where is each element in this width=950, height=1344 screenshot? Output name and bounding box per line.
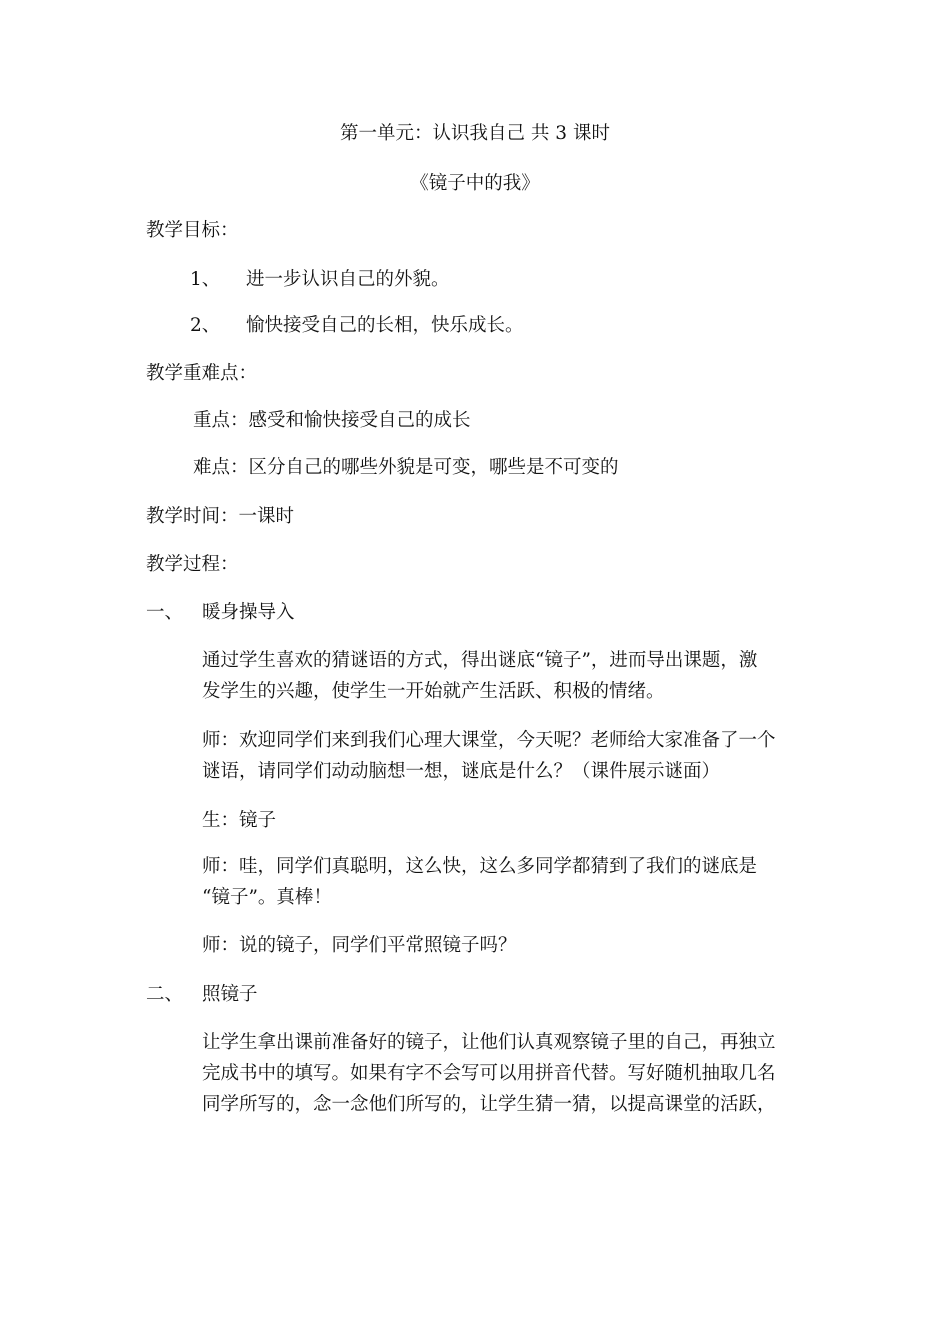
objective-number: 1、: [190, 269, 221, 290]
teacher-line: 师：说的镜子，同学们平常照镜子吗？: [202, 935, 517, 956]
section-title: 照镜子: [202, 984, 258, 1005]
paragraph-line: 谜语，请同学们动动脑想一想，谜底是什么？（课件展示谜面）: [202, 761, 721, 782]
unit-title: 第一单元：认识我自己 共 3 课时: [340, 123, 610, 144]
paragraph: [202, 1027, 802, 1120]
paragraph-line: 完成书中的填写。如果有字不会写可以用拼音代替。写好随机抽取几名: [202, 1063, 776, 1084]
section-title: 暖身操导入: [202, 602, 295, 623]
paragraph: [202, 851, 802, 913]
objective-item: 愉快接受自己的长相，快乐成长。: [246, 315, 524, 336]
section-number: 二、: [146, 984, 184, 1005]
paragraph-line: 师：哇，同学们真聪明，这么快，这么多同学都猜到了我们的谜底是: [202, 856, 758, 877]
objective-item: 进一步认识自己的外貌。: [246, 269, 450, 290]
difficulty-point: 难点：区分自己的哪些外貌是可变，哪些是不可变的: [193, 457, 619, 478]
teaching-time: 教学时间：一课时: [146, 506, 295, 527]
paragraph: [202, 645, 802, 707]
objective-number: 2、: [190, 315, 221, 336]
key-points-heading: 教学重难点：: [146, 363, 258, 384]
paragraph: [202, 725, 802, 787]
lesson-title: 《镜子中的我》: [410, 173, 540, 194]
section-number: 一、: [146, 602, 184, 623]
focus-point: 重点：感受和愉快接受自己的成长: [193, 410, 471, 431]
paragraph-line: 让学生拿出课前准备好的镜子，让他们认真观察镜子里的自己，再独立: [202, 1032, 776, 1053]
paragraph-line: “镜子”。真棒！: [202, 887, 332, 908]
student-reply: 生：镜子: [202, 810, 277, 831]
paragraph-line: 通过学生喜欢的猜谜语的方式，得出谜底“镜子”，进而导出课题，激: [202, 650, 758, 671]
objectives-heading: 教学目标：: [146, 220, 239, 241]
paragraph-line: 发学生的兴趣，使学生一开始就产生活跃、积极的情绪。: [202, 681, 665, 702]
paragraph-line: 同学所写的，念一念他们所写的，让学生猜一猜，以提高课堂的活跃，: [202, 1094, 776, 1115]
paragraph-line: 师：欢迎同学们来到我们心理大课堂，今天呢？老师给大家准备了一个: [202, 730, 776, 751]
process-heading: 教学过程：: [146, 554, 239, 575]
